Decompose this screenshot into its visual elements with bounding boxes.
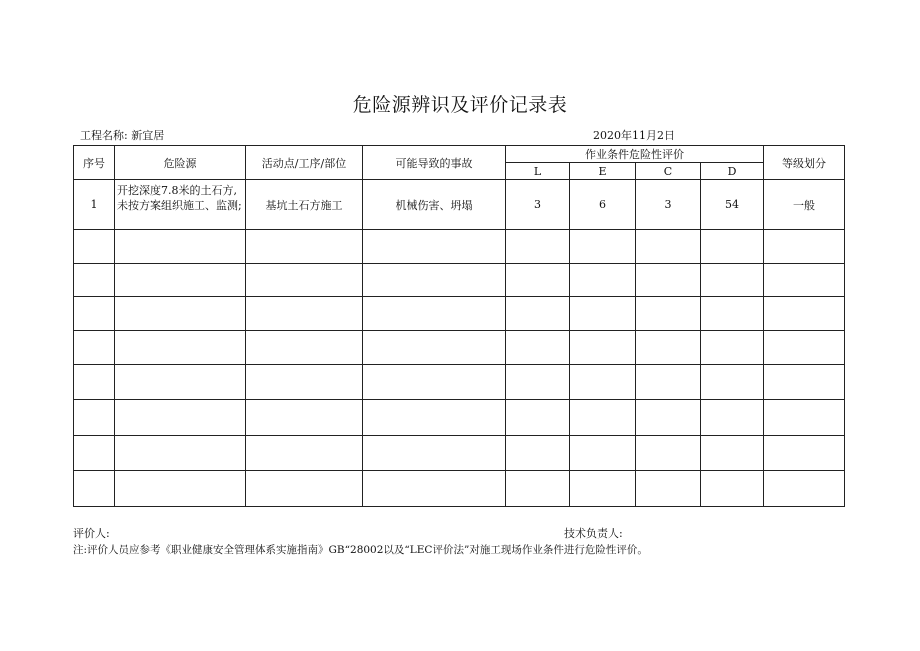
cell-activity: 基坑土石方施工 bbox=[246, 180, 363, 230]
empty-cell bbox=[570, 264, 636, 297]
empty-cell bbox=[506, 331, 570, 365]
header-row-top bbox=[74, 146, 845, 163]
project-label: 工程名称: bbox=[80, 129, 128, 142]
empty-cell bbox=[636, 365, 701, 400]
empty-cell bbox=[570, 471, 636, 507]
empty-cell bbox=[246, 365, 363, 400]
empty-cell bbox=[506, 471, 570, 507]
empty-cell bbox=[115, 297, 246, 331]
empty-cell bbox=[74, 365, 115, 400]
empty-cell bbox=[506, 436, 570, 471]
header-evaluation-group: 作业条件危险性评价 bbox=[506, 146, 764, 163]
cell-seq: 1 bbox=[74, 180, 115, 230]
empty-cell bbox=[246, 471, 363, 507]
table-row bbox=[74, 180, 845, 230]
empty-cell bbox=[363, 331, 506, 365]
empty-cell bbox=[701, 264, 764, 297]
empty-cell bbox=[701, 297, 764, 331]
header-activity: 活动点/工序/部位 bbox=[246, 146, 363, 180]
cell-hazard: 开挖深度7.8米的土石方,未按方案组织施工、监测; bbox=[115, 180, 246, 230]
empty-cell bbox=[636, 436, 701, 471]
project-name: 新宜居 bbox=[131, 129, 165, 142]
empty-cell bbox=[74, 436, 115, 471]
empty-row bbox=[74, 230, 845, 264]
evaluation-note: 注:评价人员应参考《职业健康安全管理体系实施指南》GB“28002以及“LEC评价法”对施工现场作业条件进行危险性评价。 bbox=[73, 544, 648, 556]
empty-row bbox=[74, 400, 845, 436]
empty-cell bbox=[115, 331, 246, 365]
header-grade: 等级划分 bbox=[764, 146, 845, 180]
empty-cell bbox=[764, 471, 845, 507]
empty-cell bbox=[701, 365, 764, 400]
empty-cell bbox=[701, 471, 764, 507]
empty-cell bbox=[246, 297, 363, 331]
empty-cell bbox=[701, 436, 764, 471]
header-E: E bbox=[570, 163, 636, 180]
empty-cell bbox=[74, 471, 115, 507]
header-C: C bbox=[636, 163, 701, 180]
empty-cell bbox=[636, 400, 701, 436]
empty-cell bbox=[636, 230, 701, 264]
empty-cell bbox=[636, 471, 701, 507]
cell-D: 54 bbox=[701, 180, 764, 230]
empty-cell bbox=[74, 331, 115, 365]
empty-cell bbox=[636, 297, 701, 331]
empty-cell bbox=[363, 365, 506, 400]
header-accident: 可能导致的事故 bbox=[363, 146, 506, 180]
empty-row bbox=[74, 331, 845, 365]
hazard-record-table bbox=[73, 145, 845, 507]
empty-cell bbox=[764, 365, 845, 400]
tech-lead-label: 技术负责人: bbox=[564, 527, 623, 540]
project-info bbox=[80, 127, 164, 143]
empty-cell bbox=[570, 297, 636, 331]
empty-cell bbox=[570, 230, 636, 264]
empty-cell bbox=[570, 436, 636, 471]
empty-cell bbox=[764, 230, 845, 264]
empty-cell bbox=[246, 230, 363, 264]
empty-cell bbox=[636, 264, 701, 297]
empty-cell bbox=[506, 297, 570, 331]
empty-cell bbox=[115, 365, 246, 400]
record-date: 2020年11月2日 bbox=[593, 129, 675, 142]
empty-cell bbox=[74, 297, 115, 331]
empty-cell bbox=[246, 264, 363, 297]
empty-cell bbox=[74, 230, 115, 264]
evaluator-label: 评价人: bbox=[73, 527, 110, 540]
page-title: 危险源辨识及评价记录表 bbox=[352, 94, 568, 116]
cell-L: 3 bbox=[506, 180, 570, 230]
empty-cell bbox=[363, 436, 506, 471]
empty-cell bbox=[701, 230, 764, 264]
header-seq: 序号 bbox=[74, 146, 115, 180]
empty-cell bbox=[636, 331, 701, 365]
empty-cell bbox=[701, 400, 764, 436]
cell-grade: 一般 bbox=[764, 180, 845, 230]
empty-cell bbox=[764, 297, 845, 331]
empty-cell bbox=[363, 264, 506, 297]
empty-cell bbox=[764, 436, 845, 471]
empty-cell bbox=[764, 331, 845, 365]
empty-cell bbox=[506, 400, 570, 436]
empty-cell bbox=[115, 400, 246, 436]
empty-cell bbox=[115, 230, 246, 264]
empty-cell bbox=[506, 264, 570, 297]
header-L: L bbox=[506, 163, 570, 180]
empty-row bbox=[74, 264, 845, 297]
header-D: D bbox=[701, 163, 764, 180]
empty-cell bbox=[246, 400, 363, 436]
empty-cell bbox=[363, 471, 506, 507]
cell-C: 3 bbox=[636, 180, 701, 230]
empty-cell bbox=[570, 400, 636, 436]
empty-cell bbox=[570, 365, 636, 400]
empty-cell bbox=[115, 471, 246, 507]
empty-cell bbox=[363, 400, 506, 436]
cell-E: 6 bbox=[570, 180, 636, 230]
empty-cell bbox=[701, 331, 764, 365]
cell-accident: 机械伤害、坍塌 bbox=[363, 180, 506, 230]
empty-row bbox=[74, 297, 845, 331]
empty-cell bbox=[115, 264, 246, 297]
empty-cell bbox=[506, 230, 570, 264]
empty-row bbox=[74, 365, 845, 400]
empty-cell bbox=[246, 331, 363, 365]
empty-row bbox=[74, 471, 845, 507]
empty-cell bbox=[764, 400, 845, 436]
header-hazard: 危险源 bbox=[115, 146, 246, 180]
empty-cell bbox=[764, 264, 845, 297]
empty-cell bbox=[74, 264, 115, 297]
empty-row bbox=[74, 436, 845, 471]
empty-cell bbox=[115, 436, 246, 471]
empty-cell bbox=[74, 400, 115, 436]
empty-cell bbox=[246, 436, 363, 471]
empty-cell bbox=[363, 297, 506, 331]
empty-cell bbox=[570, 331, 636, 365]
empty-cell bbox=[506, 365, 570, 400]
empty-cell bbox=[363, 230, 506, 264]
